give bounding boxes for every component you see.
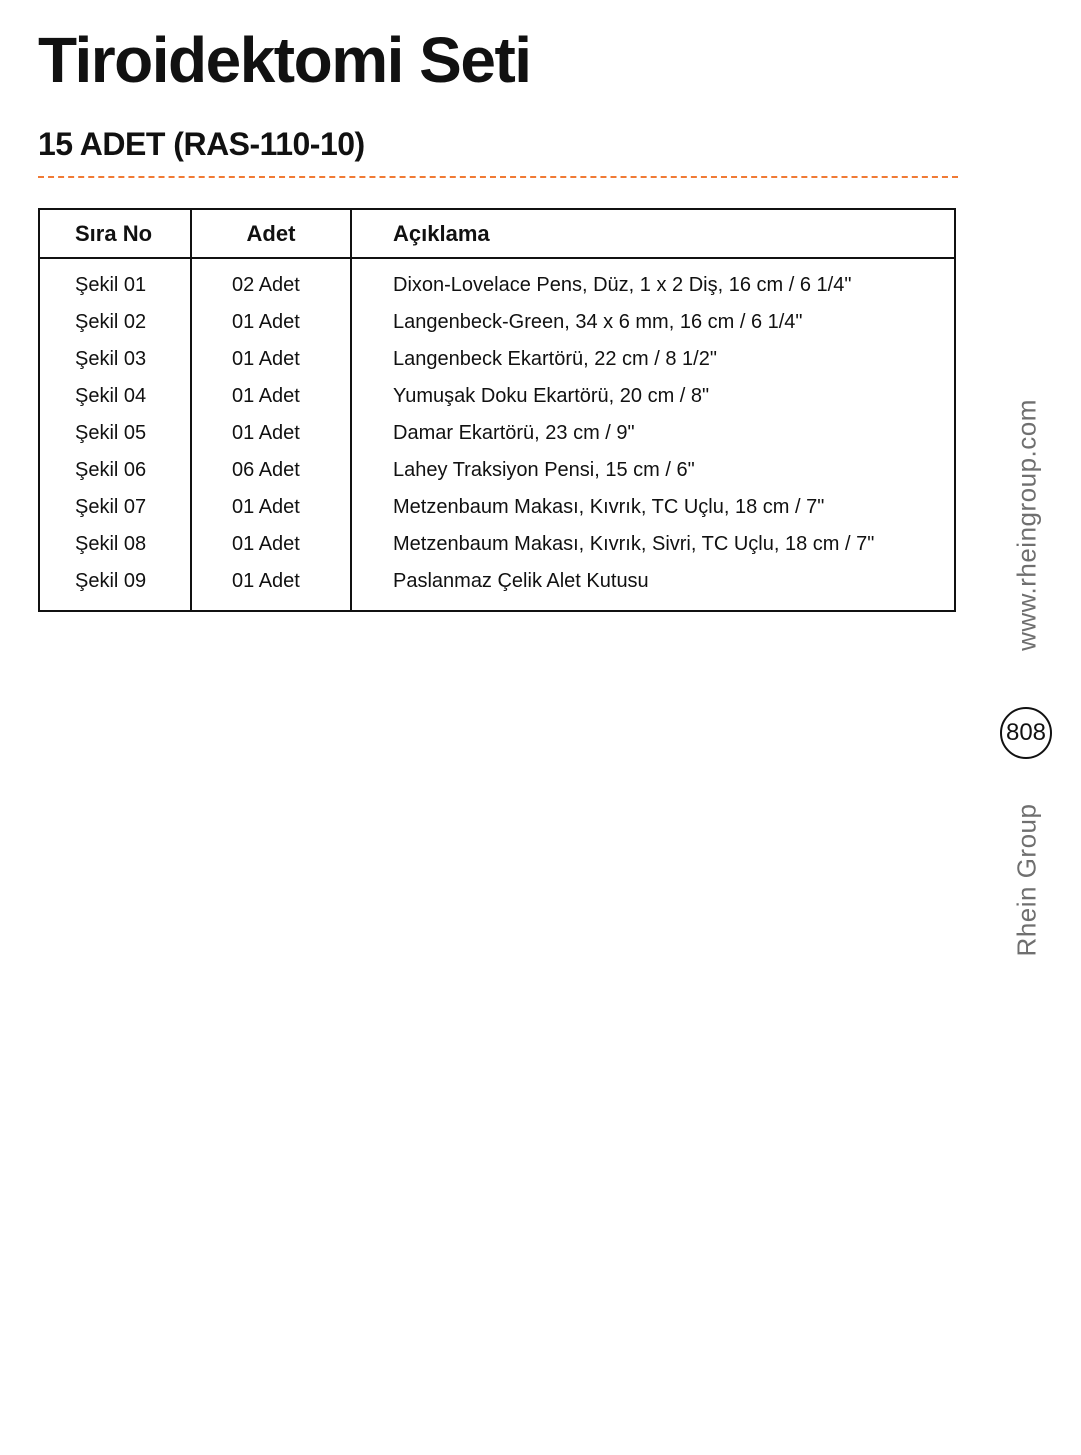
table-row bbox=[40, 452, 954, 489]
side-margin bbox=[1000, 360, 1054, 980]
filler-cell bbox=[351, 600, 954, 610]
cell-sira-no: Şekil 02 bbox=[40, 304, 191, 341]
instrument-table bbox=[38, 208, 956, 612]
cell-adet: 01 Adet bbox=[191, 415, 351, 452]
dashed-divider bbox=[38, 176, 958, 178]
table-row bbox=[40, 489, 954, 526]
cell-adet: 01 Adet bbox=[191, 563, 351, 600]
cell-aciklama: Yumuşak Doku Ekartörü, 20 cm / 8" bbox=[393, 385, 710, 407]
cell-adet: 06 Adet bbox=[191, 452, 351, 489]
table-row bbox=[40, 563, 954, 600]
cell-adet: 02 Adet bbox=[191, 258, 351, 304]
cell-aciklama: Metzenbaum Makası, Kıvrık, Sivri, TC Uçlu, 18 cm / 7" bbox=[393, 533, 875, 555]
set-subtitle: 15 ADET (RAS-110-10) bbox=[38, 126, 365, 162]
cell-adet: 01 Adet bbox=[191, 378, 351, 415]
website-url: www.rheingroup.com bbox=[1011, 399, 1042, 651]
cell-aciklama: Paslanmaz Çelik Alet Kutusu bbox=[393, 570, 649, 592]
table-row bbox=[40, 341, 954, 378]
filler-cell bbox=[191, 600, 351, 610]
header-adet: Adet bbox=[191, 210, 351, 258]
cell-aciklama: Langenbeck-Green, 34 x 6 mm, 16 cm / 6 1/4" bbox=[393, 311, 803, 333]
page-title: Tiroidektomi Seti bbox=[38, 24, 531, 96]
table-filler-row bbox=[40, 600, 954, 610]
cell-adet: 01 Adet bbox=[191, 341, 351, 378]
cell-sira-no: Şekil 04 bbox=[40, 378, 191, 415]
cell-sira-no: Şekil 06 bbox=[40, 452, 191, 489]
cell-aciklama: Damar Ekartörü, 23 cm / 9" bbox=[393, 422, 635, 444]
cell-aciklama: Lahey Traksiyon Pensi, 15 cm / 6" bbox=[393, 459, 695, 481]
brand-name: Rhein Group bbox=[1011, 803, 1042, 957]
cell-sira-no: Şekil 05 bbox=[40, 415, 191, 452]
cell-sira-no: Şekil 09 bbox=[40, 563, 191, 600]
table-row bbox=[40, 415, 954, 452]
filler-cell bbox=[40, 600, 191, 610]
cell-adet: 01 Adet bbox=[191, 526, 351, 563]
header-sira-no: Sıra No bbox=[40, 210, 191, 258]
table-header-row bbox=[40, 210, 954, 258]
header-aciklama: Açıklama bbox=[351, 210, 954, 258]
cell-aciklama: Metzenbaum Makası, Kıvrık, TC Uçlu, 18 cm / 7" bbox=[393, 496, 825, 518]
table-row bbox=[40, 378, 954, 415]
cell-sira-no: Şekil 03 bbox=[40, 341, 191, 378]
table-row bbox=[40, 526, 954, 563]
page-number-badge: 808 bbox=[1000, 707, 1052, 759]
cell-sira-no: Şekil 07 bbox=[40, 489, 191, 526]
cell-adet: 01 Adet bbox=[191, 489, 351, 526]
cell-sira-no: Şekil 01 bbox=[40, 258, 191, 304]
cell-aciklama: Langenbeck Ekartörü, 22 cm / 8 1/2" bbox=[393, 348, 717, 370]
cell-aciklama: Dixon-Lovelace Pens, Düz, 1 x 2 Diş, 16 cm / 6 1/4" bbox=[393, 274, 852, 296]
table-row bbox=[40, 304, 954, 341]
cell-sira-no: Şekil 08 bbox=[40, 526, 191, 563]
cell-adet: 01 Adet bbox=[191, 304, 351, 341]
table-row bbox=[40, 258, 954, 304]
